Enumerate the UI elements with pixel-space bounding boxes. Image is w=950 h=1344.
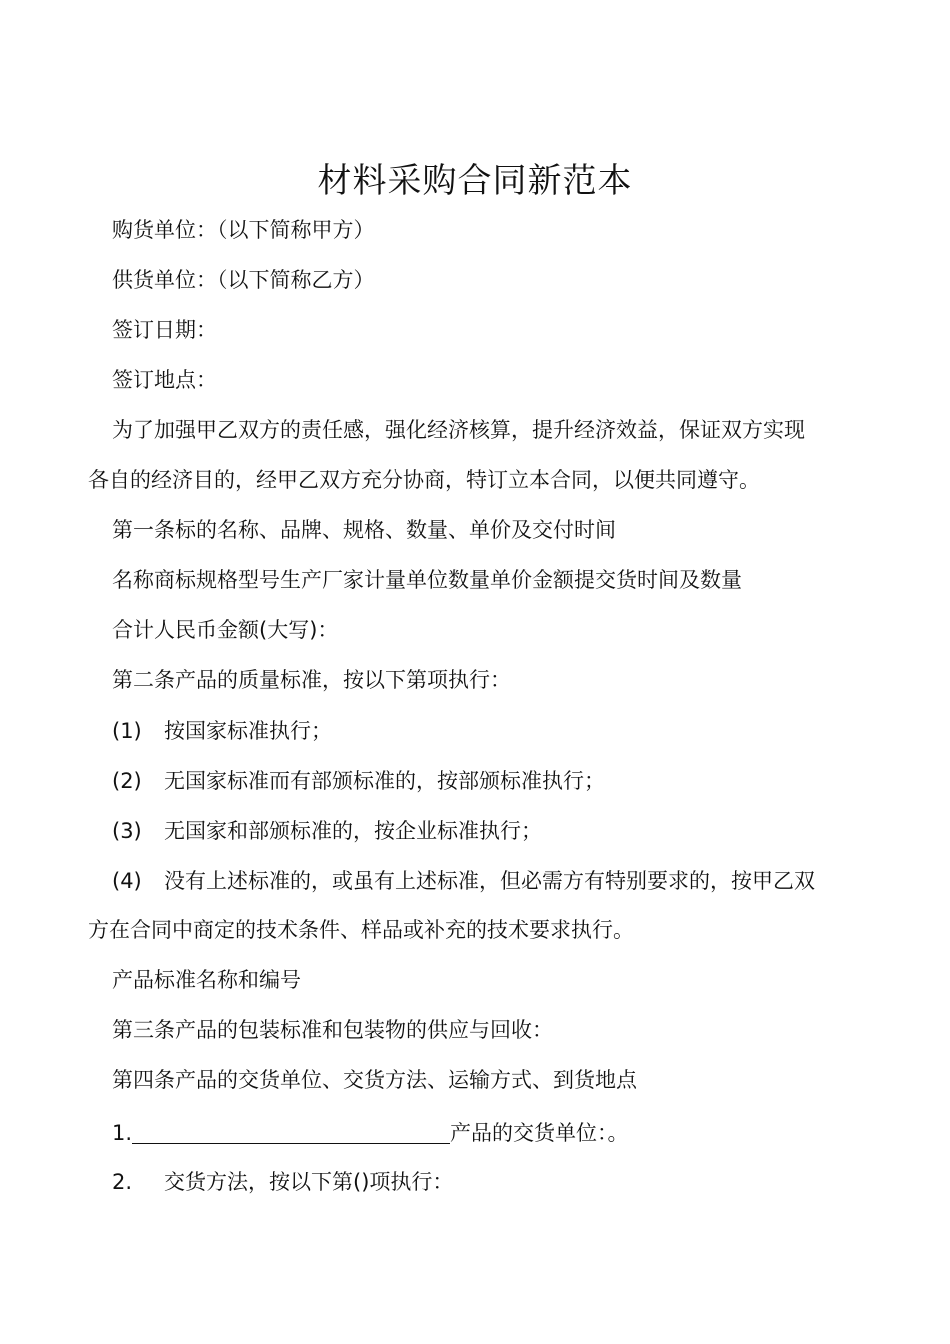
item-number: (3) [112,819,142,843]
intro-paragraph-line-2: 各自的经济目的，经甲乙双方充分协商，特订立本合同，以便共同遵守。 [88,468,760,492]
quality-item-4 [0,866,950,896]
delivery-method-line [0,1167,950,1197]
article-4-heading: 第四条产品的交货单位、交货方法、运输方式、到货地点 [112,1068,637,1092]
article-1-columns: 名称商标规格型号生产厂家计量单位数量单价金额提交货时间及数量 [112,568,742,592]
fill-in-blank [132,1121,450,1144]
item-text: 无国家标准而有部颁标准的，按部颁标准执行； [164,769,605,793]
standard-name-line: 产品标准名称和编号 [112,968,301,992]
buyer-line: 购货单位：（以下简称甲方） [112,218,375,242]
delivery-unit-line [0,1118,950,1148]
total-amount-line: 合计人民币金额(大写)： [112,618,339,642]
article-1-heading: 第一条标的名称、品牌、规格、数量、单价及交付时间 [112,518,616,542]
seller-line: 供货单位：（以下简称乙方） [112,268,375,292]
item-text: 没有上述标准的，或虽有上述标准，但必需方有特别要求的，按甲乙双 [164,869,815,893]
item-text: 无国家和部颁标准的，按企业标准执行； [164,819,542,843]
item-text: 产品的交货单位：。 [450,1121,629,1145]
quality-item-3 [0,816,950,846]
item-number: (4) [112,869,142,893]
quality-item-1 [0,716,950,746]
quality-item-2 [0,766,950,796]
item-text: 按国家标准执行； [164,719,332,743]
article-2-heading: 第二条产品的质量标准，按以下第项执行： [112,668,511,692]
item-number: (1) [112,719,142,743]
item-number: (2) [112,769,142,793]
document-title: 材料采购合同新范本 [317,161,633,201]
item-number: 1. [112,1121,133,1145]
item-number: 2. [112,1170,133,1194]
sign-date-line: 签订日期： [112,318,217,342]
quality-item-4-continued: 方在合同中商定的技术条件、样品或补充的技术要求执行。 [88,918,634,942]
article-3-heading: 第三条产品的包装标准和包装物的供应与回收： [112,1018,553,1042]
intro-paragraph-line-1: 为了加强甲乙双方的责任感，强化经济核算，提升经济效益，保证双方实现 [112,418,805,442]
sign-place-line: 签订地点： [112,368,217,392]
item-text: 交货方法，按以下第()项执行： [164,1170,454,1194]
